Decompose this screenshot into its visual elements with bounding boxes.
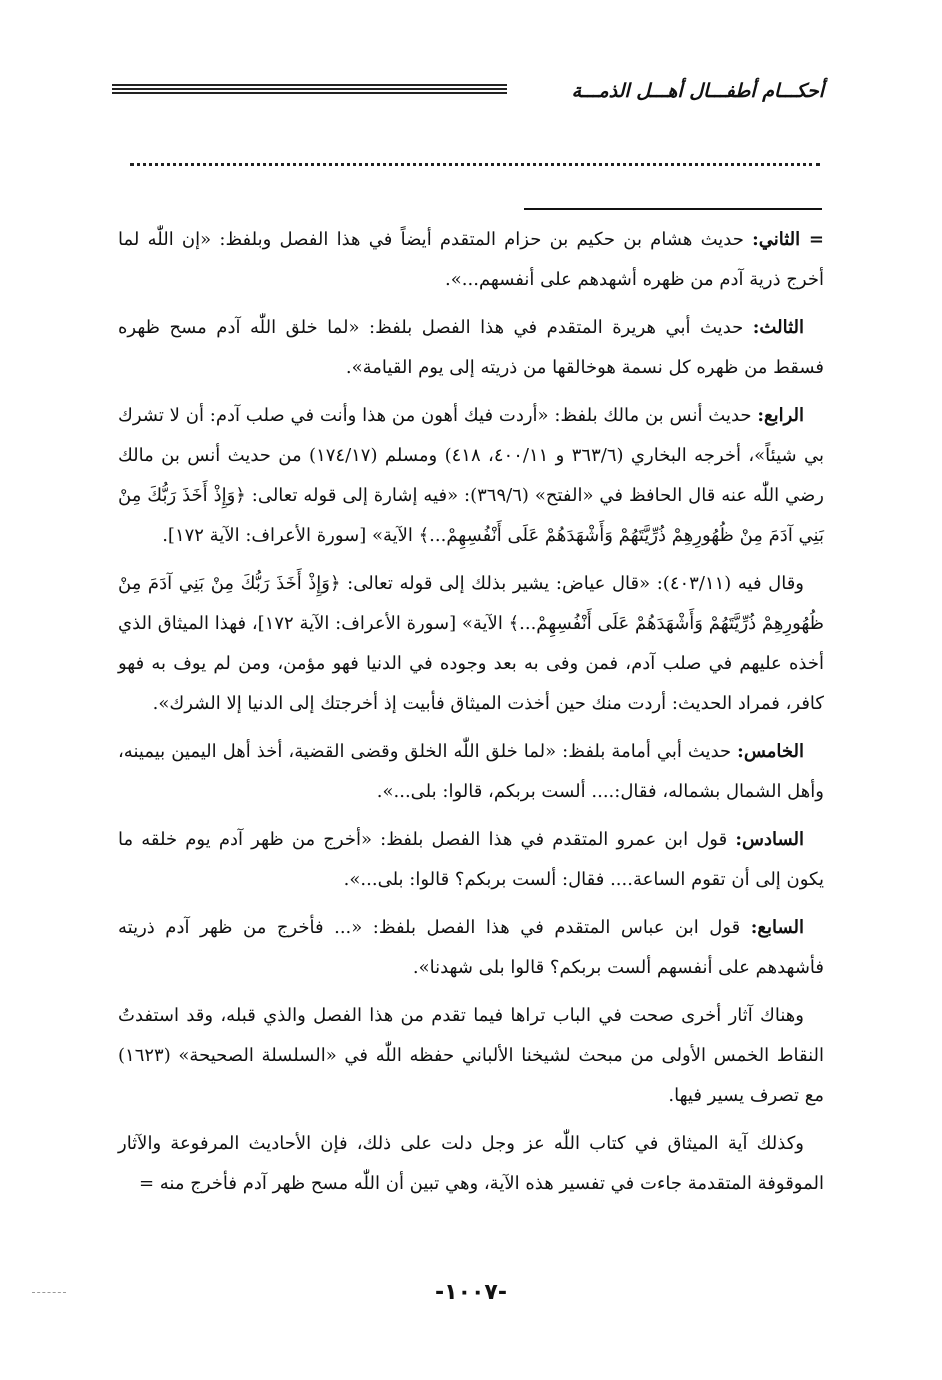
paragraph-second [118, 220, 824, 300]
paragraph-lead: الخامس: [737, 741, 804, 762]
paragraph-seventh [118, 908, 824, 988]
paragraph-body: حديث هشام بن حكيم بن حزام المتقدم أيضاً في هذا الفصل وبلفظ: «إن اللّٰه لما أخرج ذرية آدم من ظهره أشهدهم على أنفسهم...». [118, 229, 824, 290]
paragraph-third [118, 308, 824, 388]
paragraph-body: وقال فيه (٤٠٣/١١): «قال عياض: يشير بذلك إلى قوله تعالى: ﴿وَإِذْ أَخَذَ رَبُّكَ مِنْ بَنِي آدَمَ مِنْ ظُهُورِهِمْ ذُرِّيَّتَهُمْ وَأَشْهَدَهُمْ عَلَى أَنْفُسِهِمْ...﴾ الآية» [سورة الأعراف: الآية ١٧٢]، فهذا الميثاق الذي أخذه عليهم في صلب آدم، فمن وفى به بعد وجوده في الدنيا فهو مؤمن، ومن لم يوف به فهو كافر، فمراد الحديث: أردت منك حين أخذت الميثاق فأبيت إذ أخرجتك إلى الدنيا إلا الشرك». [118, 573, 825, 714]
header-double-rule [112, 84, 507, 96]
paragraph-lead: السابع: [750, 917, 804, 938]
header-title: أحكـــام أطفـــال أهـــل الذمـــة [571, 80, 824, 102]
paragraph-mithaq-verse [118, 1124, 824, 1204]
dotted-separator [130, 163, 820, 166]
paragraph-body: قول ابن عباس المتقدم في هذا الفصل بلفظ: «... فأخرج من ظهر آدم ذريته فأشهدهم على أنفسهم ألست بربكم؟ قالوا بلى شهدنا». [118, 917, 824, 978]
paragraph-body: وكذلك آية الميثاق في كتاب اللّٰه عز وجل دلت على ذلك، فإن الأحاديث المرفوعة والآثار الموقوفة المتقدمة جاءت في تفسير هذه الآية، وهي تبين أن اللّٰه مسح ظهر آدم فأخرج منه = [118, 1133, 824, 1194]
running-header [112, 76, 824, 106]
paragraph-body: حديث أبي هريرة المتقدم في هذا الفصل بلفظ: «لما خلق اللّٰه آدم مسح ظهره فسقط من ظهره كل نسمة هوخالقها من ذريته إلى يوم القيامة». [118, 317, 824, 378]
page-number: -١٠٠٧- [435, 1280, 507, 1305]
paragraph-other-athar [118, 996, 824, 1116]
paragraph-sixth [118, 820, 824, 900]
paragraph-lead: الرابع: [757, 405, 804, 426]
paragraph-lead: = الثاني: [752, 229, 824, 250]
scan-artifact [32, 1292, 66, 1293]
paragraph-fifth [118, 732, 824, 812]
paragraph-lead: السادس: [735, 829, 804, 850]
paragraph-body: قول ابن عمرو المتقدم في هذا الفصل بلفظ: «أخرج من ظهر آدم يوم خلقه ما يكون إلى أن تقوم الساعة.... فقال: ألست بربكم؟ قالوا: بلى...». [118, 829, 824, 890]
footnote-rule [524, 208, 822, 210]
paragraph-iyad-quote [118, 564, 824, 724]
paragraph-body: حديث أنس بن مالك بلفظ: «أردت فيك أهون من هذا وأنت في صلب آدم: أن لا تشرك بي شيئاً»، أخرجه البخاري (٣٦٣/٦ و ٤٠٠/١١، ٤١٨) ومسلم (١٧٤/١٧) من حديث أنس بن مالك رضي اللّٰه عنه قال الحافظ في «الفتح» (٣٦٩/٦): «فيه إشارة إلى قوله تعالى: ﴿وَإِذْ أَخَذَ رَبُّكَ مِنْ بَنِي آدَمَ مِنْ ظُهُورِهِمْ ذُرِّيَّتَهُمْ وَأَشْهَدَهُمْ عَلَى أَنْفُسِهِمْ...﴾ الآية» [سورة الأعراف: الآية ١٧٢]. [118, 405, 825, 546]
paragraph-fourth [118, 396, 824, 556]
paragraph-body: وهناك آثار أخرى صحت في الباب تراها فيما تقدم من هذا الفصل والذي قبله، وقد استفدتُ النقاط الخمس الأولى من مبحث لشيخنا الألباني حفظه اللّٰه في «السلسلة الصحيحة» (١٦٢٣) مع تصرف يسير فيها. [118, 1005, 824, 1106]
paragraph-lead: الثالث: [752, 317, 804, 338]
footnote-text [118, 220, 824, 1212]
paragraph-body: حديث أبي أمامة بلفظ: «لما خلق اللّٰه الخلق وقضى القضية، أخذ أهل اليمين بيمينه، وأهل الشمال بشماله، فقال:.... ألست بربكم، قالوا: بلى...». [118, 741, 824, 802]
